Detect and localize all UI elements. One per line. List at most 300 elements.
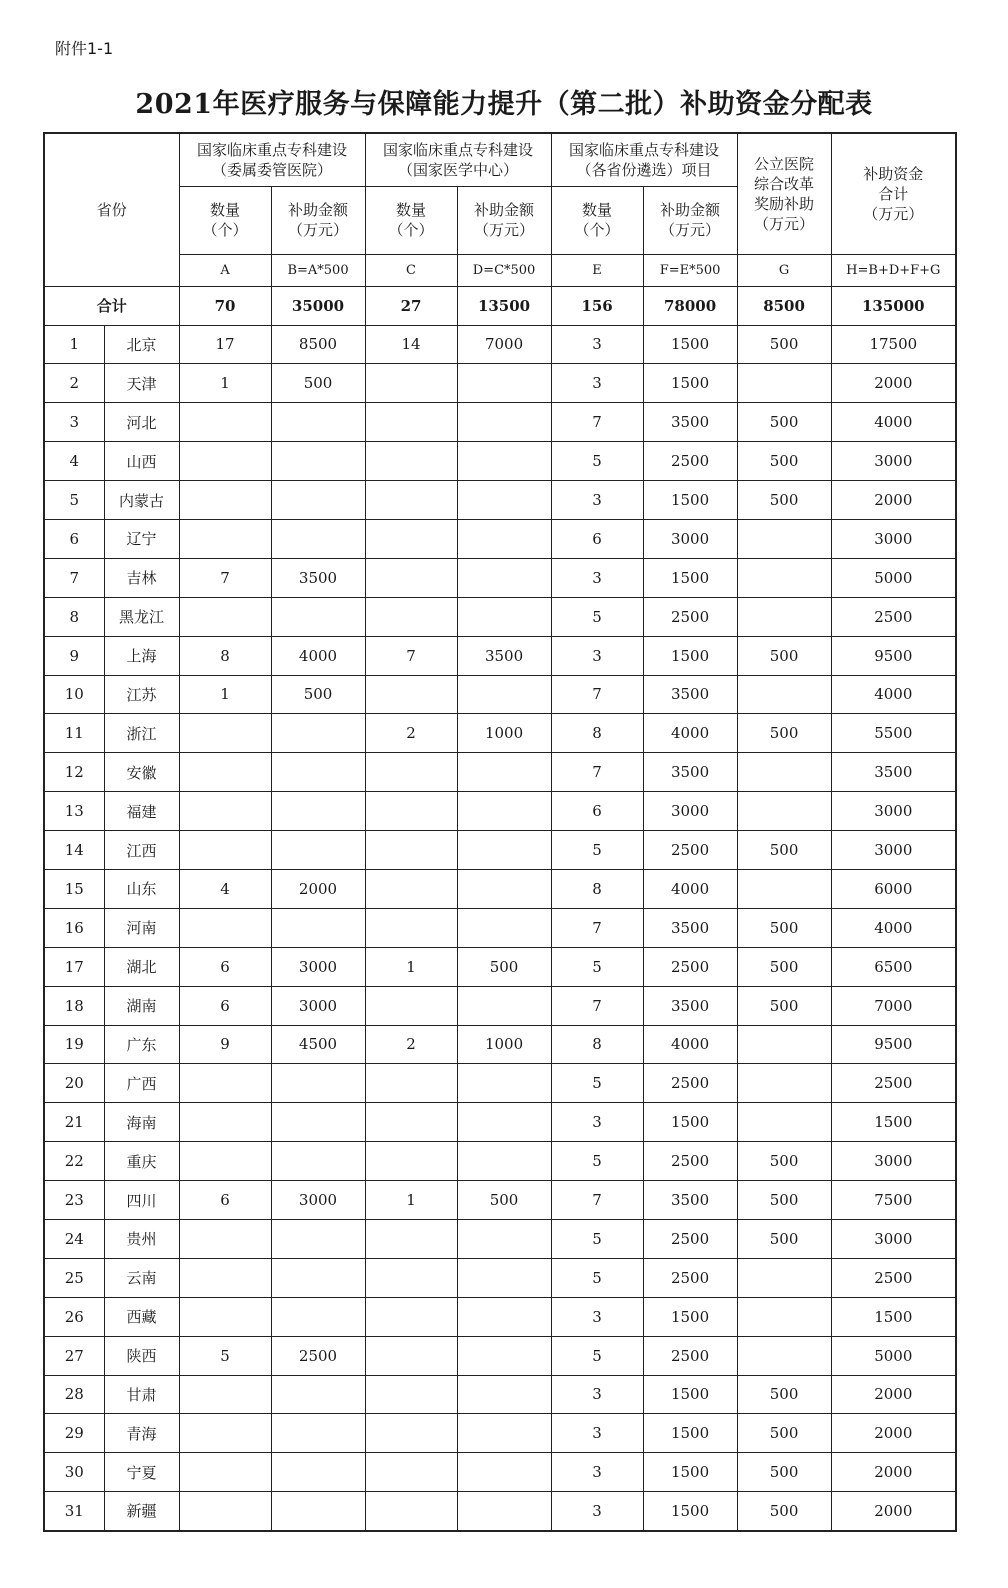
value-cell: 2000 — [831, 1375, 956, 1414]
value-cell: 500 — [271, 364, 365, 403]
table-row — [44, 1103, 956, 1142]
value-cell: 1500 — [643, 1414, 737, 1453]
value-cell: 1 — [365, 947, 457, 986]
province-name: 贵州 — [104, 1219, 179, 1258]
value-cell: 2000 — [831, 1492, 956, 1531]
value-cell: 3000 — [831, 792, 956, 831]
value-cell — [271, 442, 365, 481]
value-cell: 500 — [737, 1181, 831, 1220]
value-cell — [457, 753, 551, 792]
value-cell: 6 — [179, 986, 271, 1025]
value-cell: 2500 — [643, 1336, 737, 1375]
row-number: 27 — [44, 1336, 104, 1375]
value-cell — [457, 1492, 551, 1531]
value-cell: 500 — [737, 986, 831, 1025]
value-cell: 3 — [551, 1414, 643, 1453]
value-cell — [457, 1297, 551, 1336]
value-cell: 500 — [737, 481, 831, 520]
value-cell — [179, 1492, 271, 1531]
value-cell — [271, 1492, 365, 1531]
value-cell: 5 — [551, 1142, 643, 1181]
value-cell: 9500 — [831, 1025, 956, 1064]
table-row — [44, 1414, 956, 1453]
value-cell: 500 — [737, 947, 831, 986]
row-number: 24 — [44, 1219, 104, 1258]
value-cell: 500 — [737, 325, 831, 364]
value-cell: 3500 — [831, 753, 956, 792]
row-number: 25 — [44, 1258, 104, 1297]
value-cell: 8 — [551, 714, 643, 753]
value-cell: 5 — [551, 1219, 643, 1258]
value-cell: 500 — [737, 1375, 831, 1414]
value-cell — [179, 597, 271, 636]
value-cell: 4000 — [643, 1025, 737, 1064]
province-header: 省份 — [44, 133, 179, 286]
value-cell — [365, 1297, 457, 1336]
value-cell: 2500 — [643, 1258, 737, 1297]
table-row — [44, 947, 956, 986]
value-cell: 7 — [551, 753, 643, 792]
total-cell: 27 — [365, 286, 457, 325]
value-cell: 1 — [179, 364, 271, 403]
value-cell: 1500 — [831, 1297, 956, 1336]
value-cell — [271, 792, 365, 831]
province-name: 宁夏 — [104, 1453, 179, 1492]
value-cell: 17500 — [831, 325, 956, 364]
value-cell: 5000 — [831, 558, 956, 597]
value-cell: 3000 — [831, 1219, 956, 1258]
value-cell: 2500 — [831, 1258, 956, 1297]
value-cell: 500 — [737, 403, 831, 442]
table-row — [44, 1219, 956, 1258]
value-cell: 1500 — [643, 558, 737, 597]
value-cell — [179, 1414, 271, 1453]
value-cell — [457, 1375, 551, 1414]
row-number: 7 — [44, 558, 104, 597]
province-name: 黑龙江 — [104, 597, 179, 636]
value-cell — [737, 1103, 831, 1142]
total-label: 合计 — [44, 286, 179, 325]
province-name: 河南 — [104, 908, 179, 947]
table-row — [44, 1336, 956, 1375]
row-number: 2 — [44, 364, 104, 403]
value-cell: 2500 — [643, 1142, 737, 1181]
row-number: 22 — [44, 1142, 104, 1181]
value-cell — [737, 364, 831, 403]
value-cell — [457, 1414, 551, 1453]
value-cell — [271, 1414, 365, 1453]
value-cell: 1 — [179, 675, 271, 714]
value-cell: 3 — [551, 558, 643, 597]
total-cell: 135000 — [831, 286, 956, 325]
value-cell: 6 — [179, 1181, 271, 1220]
value-cell — [365, 1142, 457, 1181]
value-cell — [457, 792, 551, 831]
value-cell — [365, 1103, 457, 1142]
value-cell: 5 — [551, 1064, 643, 1103]
value-cell — [365, 1336, 457, 1375]
row-number: 9 — [44, 636, 104, 675]
value-cell — [179, 1219, 271, 1258]
value-cell: 7 — [551, 403, 643, 442]
value-cell — [457, 831, 551, 870]
row-number: 30 — [44, 1453, 104, 1492]
value-cell: 3 — [551, 1453, 643, 1492]
reform-header: 公立医院 综合改革 奖励补助 （万元） — [737, 133, 831, 254]
value-cell: 3000 — [831, 519, 956, 558]
table-row — [44, 1064, 956, 1103]
value-cell: 4 — [179, 869, 271, 908]
value-cell: 9500 — [831, 636, 956, 675]
value-cell — [737, 1258, 831, 1297]
value-cell — [737, 1297, 831, 1336]
value-cell — [179, 1064, 271, 1103]
table-row — [44, 1492, 956, 1531]
value-cell: 5 — [179, 1336, 271, 1375]
row-number: 23 — [44, 1181, 104, 1220]
table-row — [44, 1181, 956, 1220]
value-cell: 8500 — [271, 325, 365, 364]
value-cell — [271, 831, 365, 870]
value-cell — [365, 986, 457, 1025]
value-cell: 5 — [551, 597, 643, 636]
value-cell — [365, 908, 457, 947]
attachment-label: 附件1-1 — [55, 39, 114, 58]
province-name: 湖北 — [104, 947, 179, 986]
value-cell: 1500 — [643, 1492, 737, 1531]
province-name: 江苏 — [104, 675, 179, 714]
value-cell — [737, 558, 831, 597]
value-cell — [365, 597, 457, 636]
header-row-groups — [44, 133, 956, 186]
value-cell: 7 — [365, 636, 457, 675]
value-cell — [179, 753, 271, 792]
value-cell: 3500 — [643, 753, 737, 792]
value-cell — [365, 1375, 457, 1414]
value-cell: 500 — [737, 1142, 831, 1181]
value-cell: 3 — [551, 1103, 643, 1142]
value-cell: 500 — [737, 1453, 831, 1492]
value-cell — [457, 1258, 551, 1297]
province-name: 福建 — [104, 792, 179, 831]
value-cell — [365, 753, 457, 792]
value-cell — [179, 1453, 271, 1492]
value-cell: 500 — [737, 908, 831, 947]
table-row — [44, 1297, 956, 1336]
value-cell: 3 — [551, 364, 643, 403]
value-cell — [737, 1064, 831, 1103]
value-cell — [365, 1258, 457, 1297]
value-cell: 500 — [737, 636, 831, 675]
page-title: 2021年医疗服务与保障能力提升（第二批）补助资金分配表 — [135, 89, 873, 120]
value-cell: 2500 — [643, 442, 737, 481]
value-cell — [271, 714, 365, 753]
value-cell: 4000 — [643, 714, 737, 753]
table-row — [44, 597, 956, 636]
row-number: 8 — [44, 597, 104, 636]
value-cell — [457, 869, 551, 908]
value-cell: 3000 — [271, 1181, 365, 1220]
value-cell — [271, 519, 365, 558]
value-cell: 1500 — [643, 1103, 737, 1142]
value-cell: 5 — [551, 1258, 643, 1297]
value-cell — [179, 792, 271, 831]
value-cell: 7 — [551, 986, 643, 1025]
value-cell — [737, 597, 831, 636]
row-number: 19 — [44, 1025, 104, 1064]
value-cell: 6 — [551, 792, 643, 831]
value-cell — [179, 831, 271, 870]
value-cell: 4000 — [271, 636, 365, 675]
row-number: 18 — [44, 986, 104, 1025]
value-cell: 500 — [457, 947, 551, 986]
value-cell — [271, 1453, 365, 1492]
value-cell — [737, 1025, 831, 1064]
value-cell — [457, 1219, 551, 1258]
province-name: 天津 — [104, 364, 179, 403]
value-cell — [365, 364, 457, 403]
value-cell — [365, 1492, 457, 1531]
value-cell — [271, 1103, 365, 1142]
value-cell — [457, 1453, 551, 1492]
value-cell: 6000 — [831, 869, 956, 908]
table-row — [44, 792, 956, 831]
value-cell: 3 — [551, 1297, 643, 1336]
province-name: 广西 — [104, 1064, 179, 1103]
value-cell — [271, 1258, 365, 1297]
value-cell: 1000 — [457, 714, 551, 753]
value-cell — [365, 1414, 457, 1453]
value-cell: 2000 — [831, 1453, 956, 1492]
row-number: 17 — [44, 947, 104, 986]
value-cell — [457, 908, 551, 947]
row-number: 6 — [44, 519, 104, 558]
province-name: 重庆 — [104, 1142, 179, 1181]
column-code: C — [365, 254, 457, 286]
value-cell: 2000 — [831, 1414, 956, 1453]
value-cell: 5 — [551, 831, 643, 870]
value-cell: 3500 — [643, 675, 737, 714]
value-cell: 3500 — [643, 1181, 737, 1220]
value-cell — [271, 1064, 365, 1103]
value-cell — [457, 1142, 551, 1181]
value-cell: 2000 — [831, 481, 956, 520]
row-number: 1 — [44, 325, 104, 364]
value-cell — [271, 1375, 365, 1414]
value-cell: 9 — [179, 1025, 271, 1064]
value-cell: 500 — [457, 1181, 551, 1220]
value-cell: 4000 — [831, 675, 956, 714]
value-cell: 8 — [179, 636, 271, 675]
value-cell: 3000 — [271, 947, 365, 986]
value-cell — [271, 908, 365, 947]
value-cell — [737, 519, 831, 558]
total-cell: 156 — [551, 286, 643, 325]
value-cell: 3 — [551, 636, 643, 675]
value-cell — [179, 1142, 271, 1181]
value-cell: 7 — [551, 908, 643, 947]
province-name: 西藏 — [104, 1297, 179, 1336]
value-cell: 8 — [551, 869, 643, 908]
row-number: 29 — [44, 1414, 104, 1453]
value-cell: 500 — [737, 831, 831, 870]
table-row — [44, 831, 956, 870]
province-name: 内蒙古 — [104, 481, 179, 520]
province-name: 北京 — [104, 325, 179, 364]
row-number: 21 — [44, 1103, 104, 1142]
province-name: 新疆 — [104, 1492, 179, 1531]
row-number: 13 — [44, 792, 104, 831]
value-cell — [179, 908, 271, 947]
qty-header: 数量 （个） — [551, 186, 643, 254]
row-number: 14 — [44, 831, 104, 870]
table-row — [44, 986, 956, 1025]
province-name: 陕西 — [104, 1336, 179, 1375]
value-cell — [179, 1258, 271, 1297]
value-cell: 5500 — [831, 714, 956, 753]
value-cell: 3 — [551, 325, 643, 364]
value-cell — [271, 1142, 365, 1181]
value-cell: 4500 — [271, 1025, 365, 1064]
value-cell: 3500 — [643, 403, 737, 442]
column-code: A — [179, 254, 271, 286]
value-cell — [179, 481, 271, 520]
value-cell: 1500 — [643, 1453, 737, 1492]
total-cell: 35000 — [271, 286, 365, 325]
table-row — [44, 1453, 956, 1492]
value-cell: 1500 — [643, 636, 737, 675]
row-number: 26 — [44, 1297, 104, 1336]
row-number: 28 — [44, 1375, 104, 1414]
column-code: G — [737, 254, 831, 286]
table-row — [44, 403, 956, 442]
table-row — [44, 364, 956, 403]
value-cell — [365, 1064, 457, 1103]
value-cell — [365, 869, 457, 908]
value-cell — [179, 519, 271, 558]
value-cell: 3 — [551, 1492, 643, 1531]
value-cell — [365, 403, 457, 442]
value-cell: 7 — [551, 1181, 643, 1220]
value-cell — [737, 869, 831, 908]
total-cell: 78000 — [643, 286, 737, 325]
value-cell: 5 — [551, 1336, 643, 1375]
value-cell: 1500 — [643, 481, 737, 520]
value-cell — [365, 831, 457, 870]
value-cell — [457, 558, 551, 597]
value-cell: 3000 — [831, 442, 956, 481]
province-name: 浙江 — [104, 714, 179, 753]
value-cell: 2500 — [643, 947, 737, 986]
value-cell: 6 — [179, 947, 271, 986]
value-cell: 2000 — [831, 364, 956, 403]
column-code: B=A*500 — [271, 254, 365, 286]
table-row — [44, 753, 956, 792]
value-cell: 3000 — [643, 519, 737, 558]
table-row — [44, 325, 956, 364]
value-cell: 1500 — [831, 1103, 956, 1142]
value-cell: 3500 — [643, 986, 737, 1025]
province-name: 山东 — [104, 869, 179, 908]
value-cell: 1500 — [643, 364, 737, 403]
total-cell: 8500 — [737, 286, 831, 325]
row-number: 4 — [44, 442, 104, 481]
value-cell: 3 — [551, 1375, 643, 1414]
total-cell: 70 — [179, 286, 271, 325]
row-number: 3 — [44, 403, 104, 442]
value-cell — [365, 481, 457, 520]
grand-total-header: 补助资金 合计 （万元） — [831, 133, 956, 254]
value-cell — [457, 986, 551, 1025]
value-cell — [365, 792, 457, 831]
value-cell — [365, 558, 457, 597]
value-cell: 3000 — [831, 831, 956, 870]
value-cell — [457, 1336, 551, 1375]
value-cell: 500 — [737, 1492, 831, 1531]
table-row — [44, 558, 956, 597]
value-cell: 2500 — [643, 597, 737, 636]
value-cell: 3000 — [831, 1142, 956, 1181]
value-cell — [271, 403, 365, 442]
value-cell: 7000 — [831, 986, 956, 1025]
value-cell — [179, 1103, 271, 1142]
column-code: H=B+D+F+G — [831, 254, 956, 286]
value-cell: 3 — [551, 481, 643, 520]
value-cell — [457, 597, 551, 636]
value-cell: 8 — [551, 1025, 643, 1064]
table-row — [44, 1375, 956, 1414]
value-cell: 500 — [737, 1414, 831, 1453]
value-cell: 2500 — [831, 597, 956, 636]
table-row — [44, 869, 956, 908]
table-row — [44, 442, 956, 481]
value-cell: 1500 — [643, 1375, 737, 1414]
total-cell: 13500 — [457, 286, 551, 325]
value-cell: 3000 — [271, 986, 365, 1025]
value-cell: 3500 — [271, 558, 365, 597]
column-code: D=C*500 — [457, 254, 551, 286]
value-cell: 17 — [179, 325, 271, 364]
value-cell — [457, 1064, 551, 1103]
row-number: 11 — [44, 714, 104, 753]
value-cell: 5 — [551, 947, 643, 986]
province-name: 辽宁 — [104, 519, 179, 558]
province-name: 上海 — [104, 636, 179, 675]
value-cell: 2500 — [831, 1064, 956, 1103]
value-cell: 2500 — [271, 1336, 365, 1375]
value-cell — [457, 403, 551, 442]
province-name: 河北 — [104, 403, 179, 442]
qty-header: 数量 （个） — [179, 186, 271, 254]
value-cell — [365, 1453, 457, 1492]
value-cell: 3000 — [643, 792, 737, 831]
row-number: 16 — [44, 908, 104, 947]
value-cell: 500 — [737, 442, 831, 481]
value-cell — [271, 1219, 365, 1258]
province-name: 海南 — [104, 1103, 179, 1142]
value-cell: 7 — [179, 558, 271, 597]
value-cell: 5 — [551, 442, 643, 481]
value-cell: 6 — [551, 519, 643, 558]
province-name: 山西 — [104, 442, 179, 481]
amount-header: 补助金额 （万元） — [457, 186, 551, 254]
table-row — [44, 1258, 956, 1297]
amount-header: 补助金额 （万元） — [271, 186, 365, 254]
value-cell: 500 — [271, 675, 365, 714]
value-cell: 3500 — [643, 908, 737, 947]
value-cell — [737, 675, 831, 714]
value-cell — [457, 442, 551, 481]
